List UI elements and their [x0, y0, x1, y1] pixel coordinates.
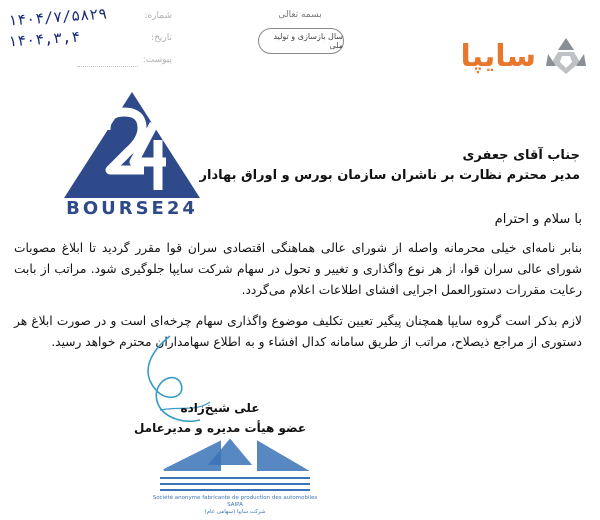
reference-block: [7, 4, 178, 74]
saipa-emblem-icon: [544, 36, 588, 76]
recipient-title: مدیر محترم نظارت بر ناشران سازمان بورس و اوراق بهادار: [199, 168, 580, 183]
ref-date-row: [7, 27, 178, 52]
basmala: بسمه تعالی: [278, 10, 322, 20]
paragraph-2: لازم بذکر است گروه سایپا همچنان پیگیر تعیین تکلیف موضوع واگذاری سهام چرخه‌ای است و در صورت ابلاغ هر دستوری از مراجع ذیصلاح، مراتب از طریق سامانه کدال افشاء و به اطلاع سهامداران محترم خواهد رسید.: [14, 314, 582, 349]
bourse24-wordmark: BOURSE24: [66, 198, 198, 219]
recipient-name: جناب آقای جعفری: [462, 148, 580, 163]
ref-number-value: ۱۴۰۴/۷/۵۸۲۹: [7, 4, 108, 30]
ref-attachment-label: پیوست:: [142, 55, 172, 65]
year-slogan-stamp: سال بازسازی و تولید ملی: [258, 28, 344, 54]
saipa-wordmark: سایپا: [460, 38, 536, 74]
stamp-caption: [150, 495, 320, 516]
ref-number-row: [7, 4, 178, 30]
saipa-logo: [460, 36, 588, 76]
ref-number-label: شماره:: [144, 11, 172, 21]
signer-role: عضو هیأت مدیره و مدیرعامل: [133, 421, 307, 435]
salutation: با سلام و احترام: [494, 212, 582, 227]
signer-name: علی شیخ‌زاده: [180, 401, 260, 415]
stamp-caption-fa: شرکت سایپا (سهامی عام): [204, 509, 266, 515]
ref-date-label: تاریخ:: [151, 33, 172, 43]
ref-attachment-row: [8, 52, 178, 74]
stamp-caption-fr: Société anonyme fabricante de production des automobiles SAIPA: [152, 495, 318, 508]
ref-date-value: ۱۴۰۴,۳,۴: [7, 27, 81, 51]
paragraph-1: بنابر نامه‌ای خیلی محرمانه واصله از شورای عالی هماهنگی اقتصادی سران قوا مقرر گردید تا ابلاغ مصوبات شورای عالی سران قوا، از هر نوع واگذاری و تغییر و تحول در سهام شرکت سایپا جلوگیری شود. مراتب از بابت رعایت مقررات دستورالعمل اجرایی افشای اطلاعات اعلام می‌گردد.: [14, 241, 582, 297]
letter-body: [14, 238, 582, 363]
recipient-block: [20, 146, 580, 186]
